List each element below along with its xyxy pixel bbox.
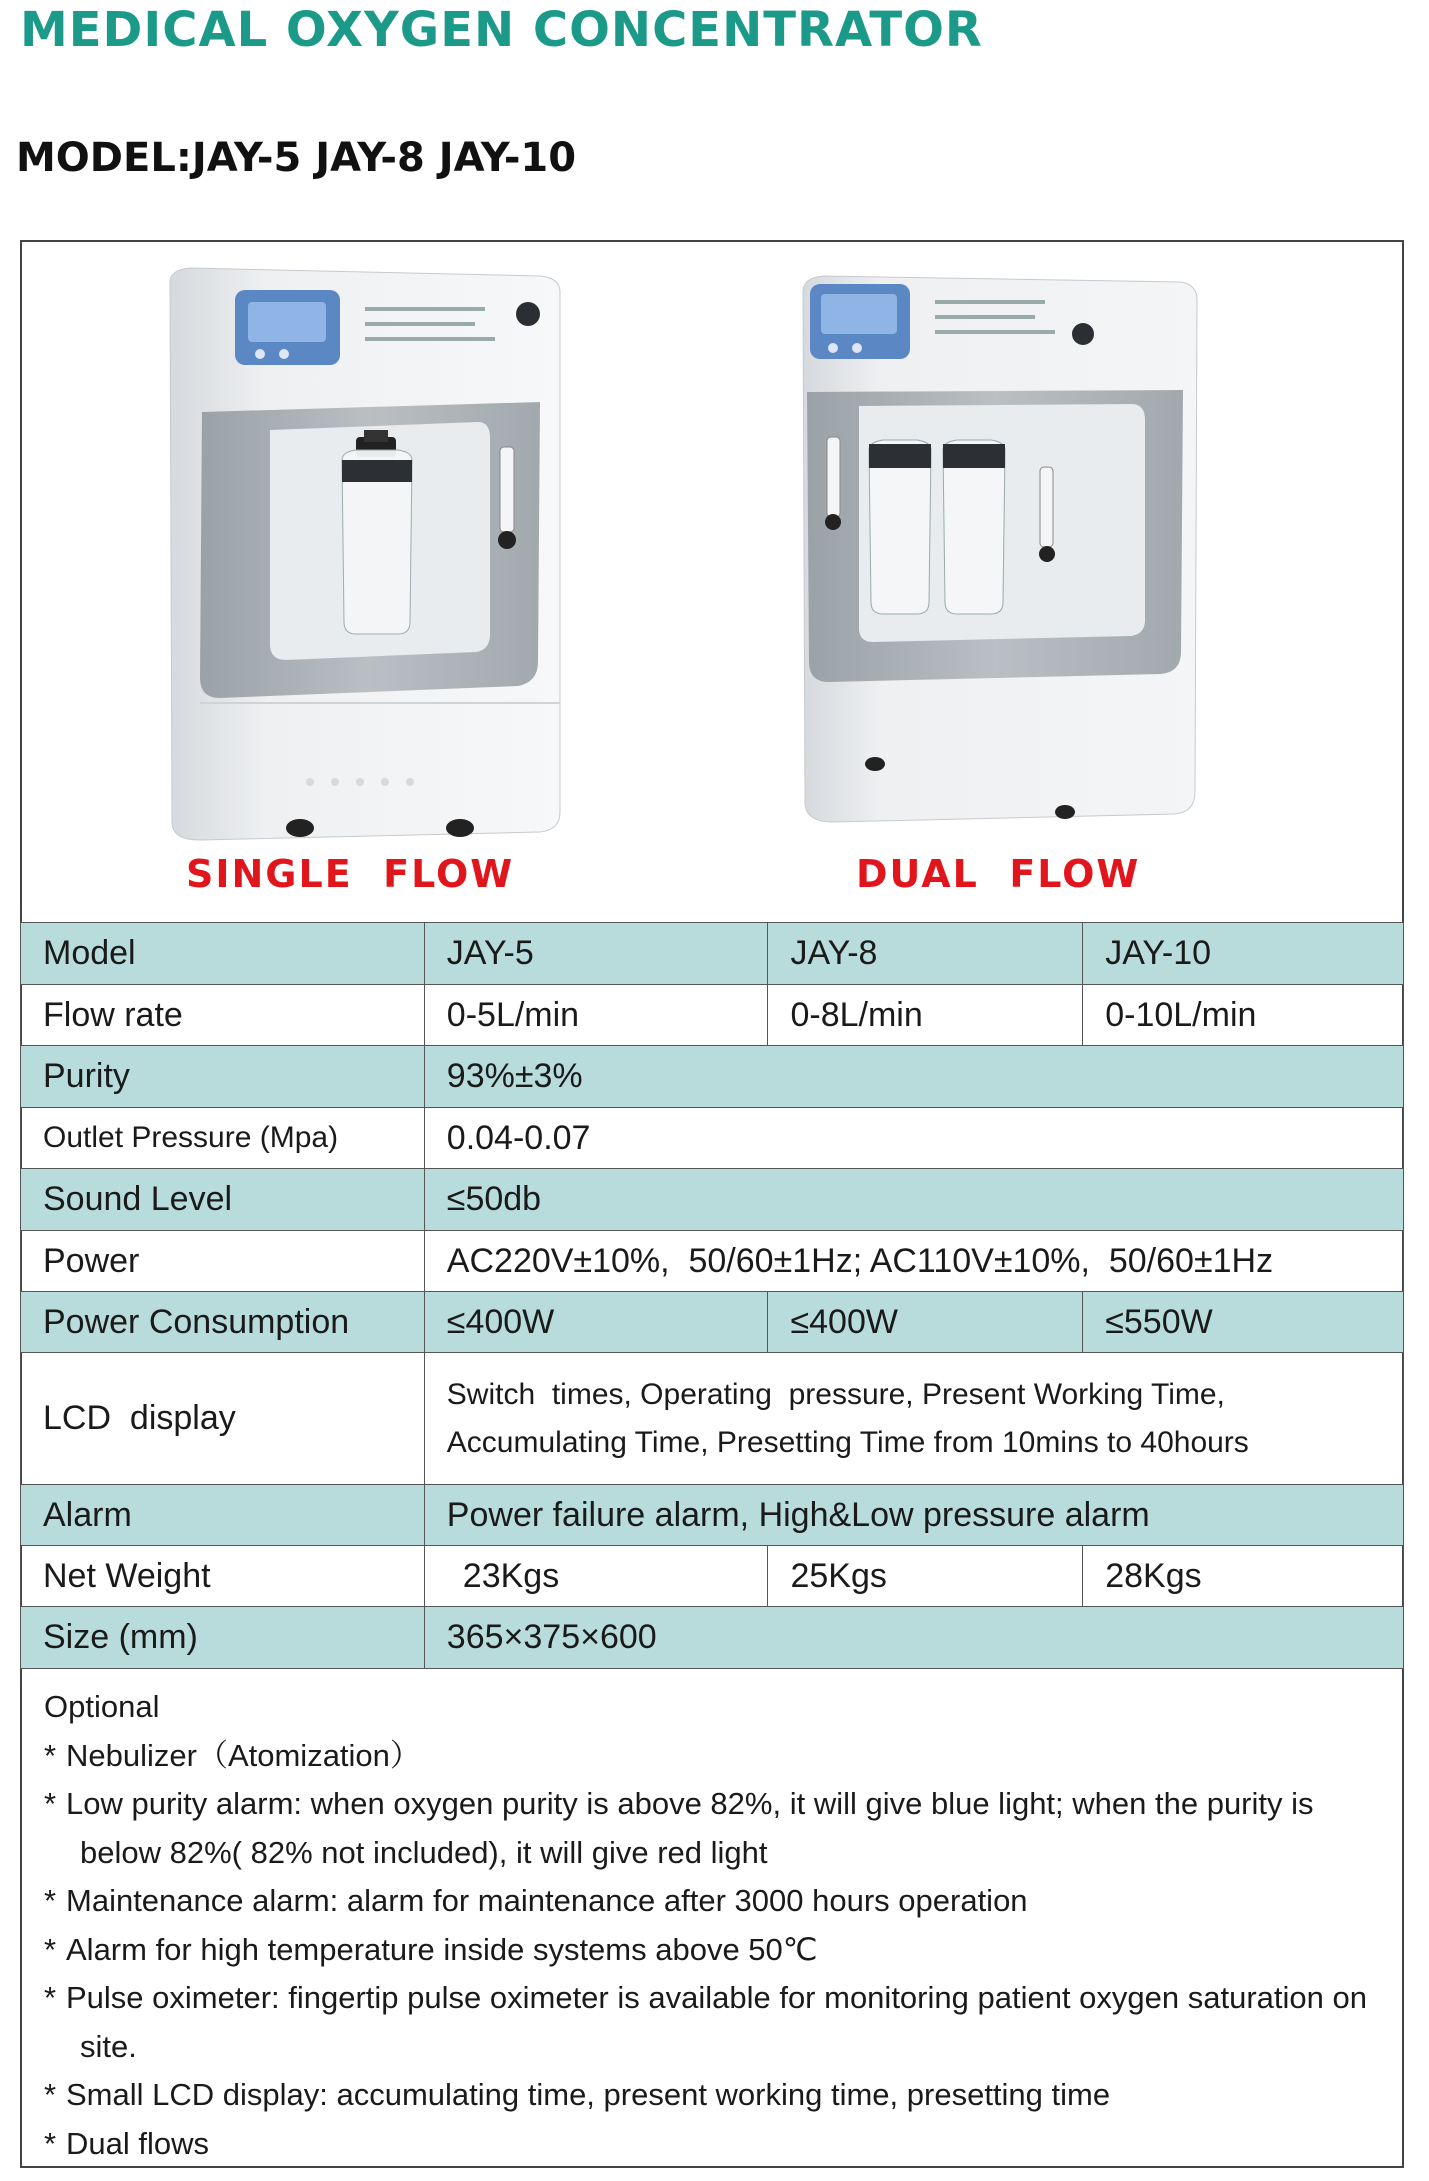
model-label: Model xyxy=(21,923,425,985)
optional-item: * Low purity alarm: when oxygen purity is above 82%, it will give blue light; when the purity is below 82%( 82% not included), it will give red light xyxy=(44,1780,1384,1877)
net-weight-label: Net Weight xyxy=(21,1546,425,1607)
optional-item: * Dual flows xyxy=(44,2125,209,2161)
outlet-pressure-label: Outlet Pressure (Mpa) xyxy=(21,1108,425,1169)
optional-item-text: Small LCD display: accumulating time, present working time, presetting time xyxy=(66,2077,1111,2112)
alarm-value: Power failure alarm, High&Low pressure alarm xyxy=(424,1485,1403,1546)
row-outlet-pressure xyxy=(21,1108,1404,1169)
optional-item: * Nebulizer（Atomization） xyxy=(44,1737,421,1773)
model-jay5: JAY-5 xyxy=(424,923,768,985)
power-value: AC220V±10%, 50/60±1Hz; AC110V±10%, 50/60±1Hz xyxy=(424,1231,1403,1292)
optional-item-text: Pulse oximeter: fingertip pulse oximeter is available for monitoring patient oxygen saturation on site. xyxy=(66,1980,1367,2064)
purity-value: 93%±3% xyxy=(424,1046,1403,1108)
row-model xyxy=(21,923,1404,985)
net-weight-jay10: 28Kgs xyxy=(1083,1546,1404,1607)
optional-item: * Maintenance alarm: alarm for maintenance after 3000 hours operation xyxy=(44,1883,1028,1918)
model-jay10: JAY-10 xyxy=(1083,923,1404,985)
optional-item-text: Low purity alarm: when oxygen purity is above 82%, it will give blue light; when the purity is below 82%( 82% not included), it will give red light xyxy=(66,1786,1314,1870)
page-title: MEDICAL OXYGEN CONCENTRATOR xyxy=(20,2,983,58)
optional-item-text: Maintenance alarm: alarm for maintenance after 3000 hours operation xyxy=(66,1883,1028,1918)
lcd-display-line-1: Switch times, Operating pressure, Present Working Time, xyxy=(446,1377,1225,1411)
model-line: MODEL:JAY-5 JAY-8 JAY-10 xyxy=(16,135,577,181)
flow-rate-label: Flow rate xyxy=(21,985,425,1046)
power-consumption-jay8: ≤400W xyxy=(768,1292,1083,1353)
optional-item: * Alarm for high temperature inside systems above 50℃ xyxy=(44,1931,818,1967)
size-label: Size (mm) xyxy=(21,1607,425,1669)
purity-label: Purity xyxy=(21,1046,425,1108)
row-lcd-display xyxy=(21,1353,1404,1485)
flow-rate-jay8: 0-8L/min xyxy=(768,985,1083,1046)
row-alarm xyxy=(21,1485,1404,1546)
row-power-consumption xyxy=(21,1292,1404,1353)
net-weight-jay5: 23Kgs xyxy=(424,1546,768,1607)
single-flow-label: SINGLE FLOW xyxy=(186,852,515,896)
optional-features xyxy=(44,1683,1384,2168)
power-consumption-label: Power Consumption xyxy=(21,1292,425,1353)
model-jay8: JAY-8 xyxy=(768,923,1083,985)
sound-level-label: Sound Level xyxy=(21,1169,425,1231)
flow-rate-jay5: 0-5L/min xyxy=(424,985,768,1046)
net-weight-jay8: 25Kgs xyxy=(768,1546,1083,1607)
optional-item-text: Nebulizer（Atomization） xyxy=(66,1737,421,1773)
row-power xyxy=(21,1231,1404,1292)
specification-table xyxy=(20,922,1404,1669)
dual-flow-label: DUAL FLOW xyxy=(856,852,1141,896)
optional-item-text: Alarm for high temperature inside systems above 50℃ xyxy=(66,1931,818,1967)
flow-rate-jay10: 0-10L/min xyxy=(1083,985,1404,1046)
power-label: Power xyxy=(21,1231,425,1292)
optional-item-text: Dual flows xyxy=(66,2125,209,2161)
sound-level-value: ≤50db xyxy=(424,1169,1403,1231)
row-size xyxy=(21,1607,1404,1669)
lcd-display-value xyxy=(424,1353,1403,1485)
dual-flow-concentrator-image xyxy=(795,272,1215,832)
single-flow-concentrator-image xyxy=(160,262,580,842)
row-flow-rate xyxy=(21,985,1404,1046)
power-consumption-jay10: ≤550W xyxy=(1083,1292,1404,1353)
lcd-display-label: LCD display xyxy=(21,1353,425,1485)
optional-item: * Pulse oximeter: fingertip pulse oximeter is available for monitoring patient oxygen saturation on site. xyxy=(44,1974,1384,2071)
power-consumption-jay5: ≤400W xyxy=(424,1292,768,1353)
row-net-weight xyxy=(21,1546,1404,1607)
lcd-display-line-2: Accumulating Time, Presetting Time from 10mins to 40hours xyxy=(446,1425,1249,1459)
optional-item: * Small LCD display: accumulating time, present working time, presetting time xyxy=(44,2077,1111,2112)
outlet-pressure-value: 0.04-0.07 xyxy=(424,1108,1403,1169)
size-value: 365×375×600 xyxy=(424,1607,1403,1669)
alarm-label: Alarm xyxy=(21,1485,425,1546)
row-sound-level xyxy=(21,1169,1404,1231)
optional-heading: Optional xyxy=(44,1689,160,1724)
row-purity xyxy=(21,1046,1404,1108)
